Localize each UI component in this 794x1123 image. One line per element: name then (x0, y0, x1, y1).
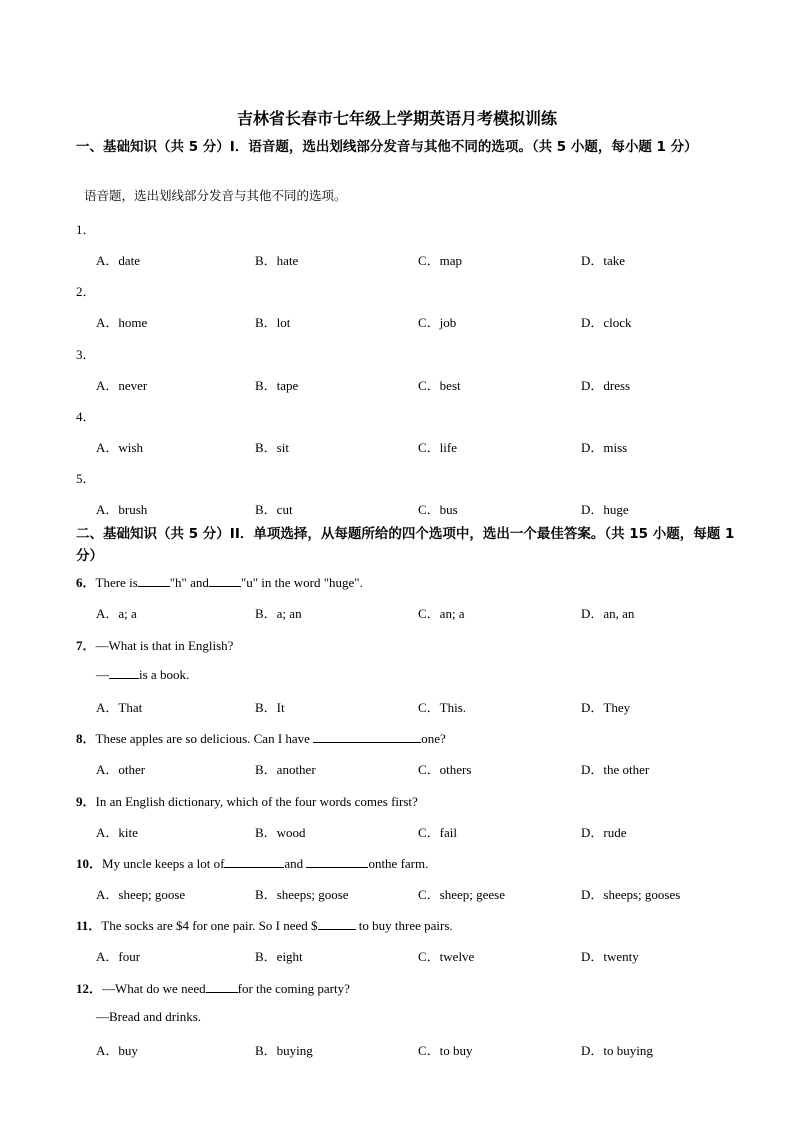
option-c[interactable]: C．map (418, 253, 463, 268)
stem-text: —What do we need (102, 981, 206, 996)
option-b[interactable]: B．another (255, 762, 316, 777)
option-b[interactable]: B．hate (255, 253, 299, 268)
section-2-heading: 二、基础知识（共 5 分）II．单项选择，从每题所给的四个选项中，选出一个最佳答案。（共 15 小题，每题 1 分） (76, 526, 735, 564)
question-stem (76, 978, 350, 997)
question-number: 2． (76, 284, 96, 299)
answer-blank[interactable] (224, 855, 284, 868)
stem-text: one? (421, 731, 446, 746)
question-number: 4． (76, 409, 96, 424)
option-b[interactable]: B．eight (255, 949, 303, 964)
answer-blank[interactable] (318, 917, 356, 930)
option-c[interactable]: C．fail (418, 825, 457, 840)
answer-blank[interactable] (206, 980, 238, 993)
option-b[interactable]: B．sit (255, 440, 289, 455)
option-d[interactable]: D．to buying (581, 1043, 653, 1058)
option-c[interactable]: C．job (418, 315, 457, 330)
option-a[interactable]: A．four (96, 949, 141, 964)
question-answer-line: —Bread and drinks. (96, 1009, 202, 1024)
question-number: 1． (76, 222, 96, 237)
option-b[interactable]: B．buying (255, 1043, 313, 1058)
option-a[interactable]: A．date (96, 253, 141, 268)
question-number: 3． (76, 347, 96, 362)
question-stem (76, 791, 418, 810)
answer-blank[interactable] (313, 730, 421, 743)
stem-text: "h" and (169, 575, 209, 590)
option-a[interactable]: A．a; a (96, 606, 137, 621)
option-d[interactable]: D．dress (581, 378, 631, 393)
option-a[interactable]: A．That (96, 700, 143, 715)
question-stem (76, 853, 428, 872)
option-a[interactable]: A．brush (96, 502, 148, 517)
option-c[interactable]: C．sheep; geese (418, 887, 506, 902)
stem-text: onthe farm. (368, 856, 429, 871)
page-title: 吉林省长春市七年级上学期英语月考模拟训练 (236, 109, 557, 128)
option-a[interactable]: A．home (96, 315, 148, 330)
answer-blank[interactable] (109, 666, 139, 679)
question-stem (76, 728, 446, 747)
question-number: 9． (76, 794, 96, 809)
stem-text: —What is that in English? (95, 638, 234, 653)
option-a[interactable]: A．other (96, 762, 146, 777)
option-c[interactable]: C．life (418, 440, 457, 455)
question-number: 5． (76, 471, 96, 486)
stem-text: for the coming party? (237, 981, 350, 996)
option-a[interactable]: A．never (96, 378, 148, 393)
option-c[interactable]: C．best (418, 378, 461, 393)
option-d[interactable]: D．sheeps; gooses (581, 887, 681, 902)
question-number: 12． (76, 981, 103, 996)
option-d[interactable]: D．rude (581, 825, 627, 840)
question-stem (76, 572, 363, 591)
option-a[interactable]: A．buy (96, 1043, 138, 1058)
stem-text: and (284, 856, 307, 871)
option-d[interactable]: D．clock (581, 315, 632, 330)
option-b[interactable]: B．It (255, 700, 285, 715)
option-d[interactable]: D．an, an (581, 606, 635, 621)
section-1-heading: 一、基础知识（共 5 分）I．语音题，选出划线部分发音与其他不同的选项。（共 5 小题，每小题 1 分） (76, 139, 698, 155)
question-stem (76, 635, 233, 654)
question-number: 6． (76, 575, 96, 590)
stem-text: In an English dictionary, which of the four words comes first? (95, 794, 418, 809)
stem-text: is a book. (139, 667, 190, 682)
answer-blank[interactable] (138, 574, 170, 587)
option-d[interactable]: D．huge (581, 502, 629, 517)
option-d[interactable]: D．miss (581, 440, 628, 455)
option-b[interactable]: B．lot (255, 315, 291, 330)
answer-blank[interactable] (209, 574, 241, 587)
stem-text: These apples are so delicious. Can I have (95, 731, 314, 746)
question-number: 10． (76, 856, 103, 871)
answer-blank[interactable] (306, 855, 368, 868)
question-number: 11． (76, 918, 102, 933)
stem-text: The socks are $4 for one pair. So I need $ (101, 918, 318, 933)
option-d[interactable]: D．They (581, 700, 631, 715)
option-a[interactable]: A．sheep; goose (96, 887, 186, 902)
section-1-intro: 语音题，选出划线部分发音与其他不同的选项。 (84, 188, 347, 203)
stem-text: to buy three pairs. (355, 918, 453, 933)
option-c[interactable]: C．an; a (418, 606, 465, 621)
option-b[interactable]: B．a; an (255, 606, 302, 621)
option-b[interactable]: B．tape (255, 378, 299, 393)
stem-text: There is (95, 575, 138, 590)
stem-text: My uncle keeps a lot of (102, 856, 225, 871)
option-d[interactable]: D．take (581, 253, 626, 268)
option-c[interactable]: C．twelve (418, 949, 475, 964)
option-a[interactable]: A．wish (96, 440, 143, 455)
question-answer-line (96, 666, 189, 683)
option-d[interactable]: D．twenty (581, 949, 639, 964)
option-b[interactable]: B．wood (255, 825, 306, 840)
option-a[interactable]: A．kite (96, 825, 138, 840)
option-d[interactable]: D．the other (581, 762, 650, 777)
option-b[interactable]: B．sheeps; goose (255, 887, 349, 902)
question-number: 7． (76, 638, 96, 653)
option-c[interactable]: C．others (418, 762, 472, 777)
question-stem (76, 915, 453, 934)
question-number: 8． (76, 731, 96, 746)
option-c[interactable]: C．to buy (418, 1043, 473, 1058)
stem-text: "u" in the word "huge". (240, 575, 363, 590)
option-c[interactable]: C．bus (418, 502, 458, 517)
option-c[interactable]: C．This. (418, 700, 467, 715)
option-b[interactable]: B．cut (255, 502, 293, 517)
stem-text: — (96, 667, 109, 682)
